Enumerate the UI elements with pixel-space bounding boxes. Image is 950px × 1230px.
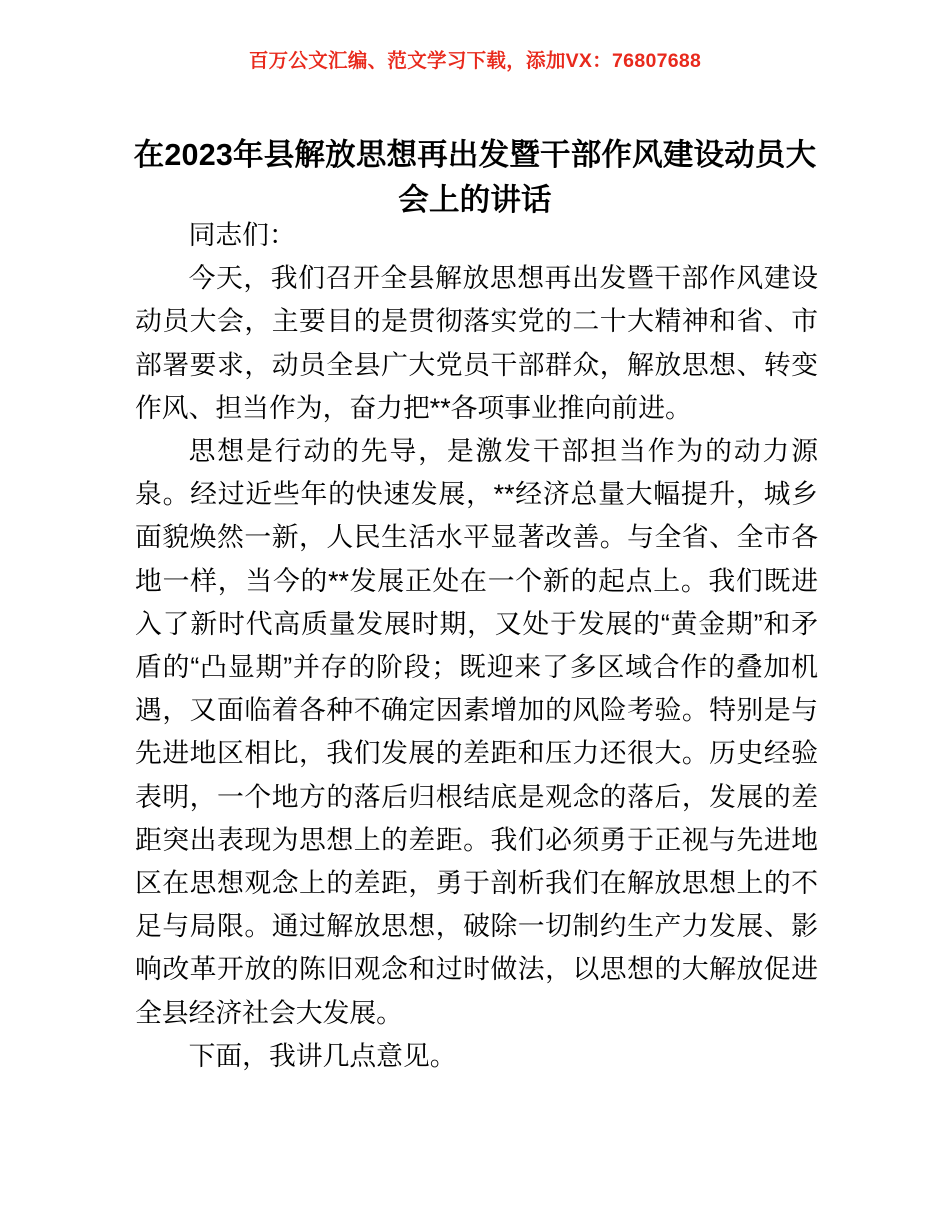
paragraph-main: 思想是行动的先导，是激发干部担当作为的动力源泉。经过近些年的快速发展，**经济总量大幅提升，城乡面貌焕然一新，人民生活水平显著改善。与全省、全市各地一样，当今的**发展正处在一个新的起点上。我们既进入了新时代高质量发展时期，又处于发展的“黄金期”和矛盾的“凸显期”并存的阶段；既迎来了多区域合作的叠加机遇，又面临着各种不确定因素增加的风险考验。特别是与先进地区相比，我们发展的差距和压力还很大。历史经验表明，一个地方的落后归根结底是观念的落后，发展的差距突出表现为思想上的差距。我们必须勇于正视与先进地区在思想观念上的差距，勇于剖析我们在解放思想上的不足与局限。通过解放思想，破除一切制约生产力发展、影响改革开放的陈旧观念和过时做法，以思想的大解放促进全县经济社会大发展。: [135, 436, 818, 1028]
document-title: 在2023年县解放思想再出发暨干部作风建设动员大会上的讲话: [133, 138, 817, 218]
paragraph-opening: 今天，我们召开全县解放思想再出发暨干部作风建设动员大会，主要目的是贯彻落实党的二十大精神和省、市部署要求，动员全县广大党员干部群众，解放思想、转变作风、担当作为，奋力把**各项事业推向前进。: [135, 263, 818, 423]
document-body: [135, 214, 818, 1078]
paragraph-salutation: 同志们：: [188, 220, 296, 250]
paragraph-transition: 下面，我讲几点意见。: [188, 1040, 457, 1071]
promo-header-banner: 百万公文汇编、范文学习下载，添加VX：76807688: [248, 50, 702, 72]
